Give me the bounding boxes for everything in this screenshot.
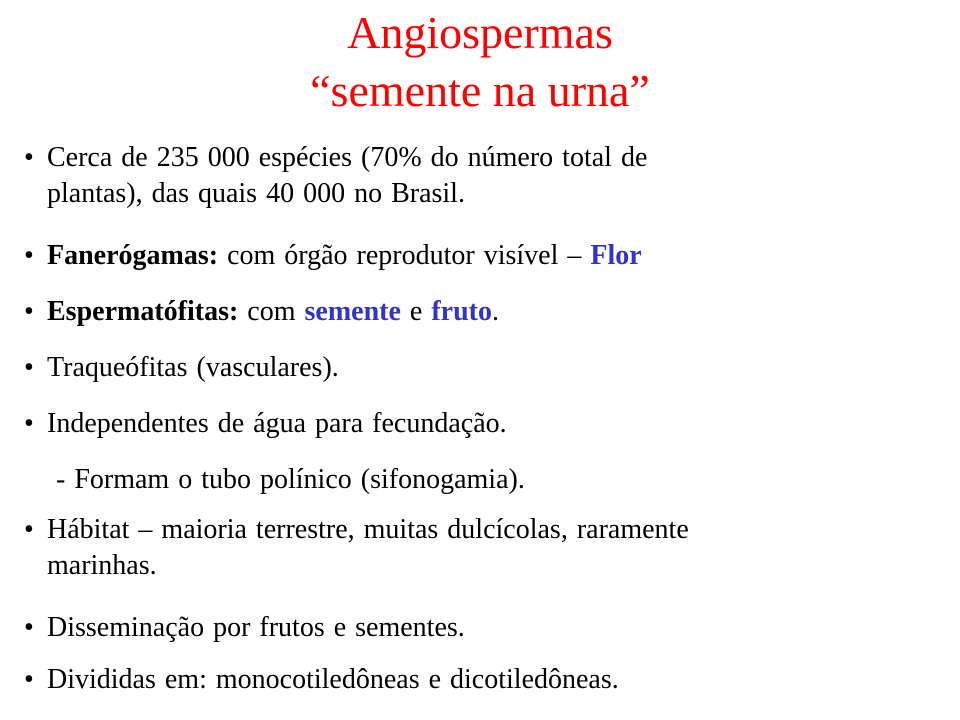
term-description: com [238,296,305,327]
term-description: e [400,296,432,327]
bullet-marker: • [24,664,34,695]
highlight-word: semente [304,296,401,327]
bullet-marker: • [24,142,34,173]
bullet-text: Independentes de água para fecundação. [47,408,507,439]
bullet-marker: • [24,408,34,439]
bullet-text-line: Cerca de 235 000 espécies (70% do número total de [47,142,648,173]
term-bold: Fanerógamas: [47,240,219,271]
term-description: com órgão reprodutor visível – [218,240,591,271]
title-line-1: Angiospermas [347,7,613,58]
slide-title [0,4,960,120]
bullet-text: Divididas em: monocotiledôneas e dicotiledôneas. [47,664,619,695]
bullet-marker: • [24,296,34,327]
bullet-marker: • [24,352,34,383]
bullet-text-line: Hábitat – maioria terrestre, muitas dulcícolas, raramente [47,514,689,545]
bullet-text: Disseminação por frutos e sementes. [47,612,465,643]
bullet-marker: • [24,612,34,643]
bullet-marker: • [24,240,34,271]
bullet-text-line: marinhas. [47,550,157,581]
bullet-text [47,294,907,330]
highlight-word: Flor [590,240,642,271]
bullet-text: Traqueófitas (vasculares). [47,352,339,383]
title-line-2: “semente na urna” [310,65,650,116]
bullet-text-line: plantas), das quais 40 000 no Brasil. [47,178,465,209]
sub-item-text: - Formam o tubo polínico (sifonogamia). [47,464,525,495]
highlight-word: fruto [431,296,493,327]
bullet-marker: • [24,514,34,545]
bullet-text [47,238,907,274]
term-bold: Espermatófitas: [47,296,239,327]
term-description: . [492,296,500,327]
